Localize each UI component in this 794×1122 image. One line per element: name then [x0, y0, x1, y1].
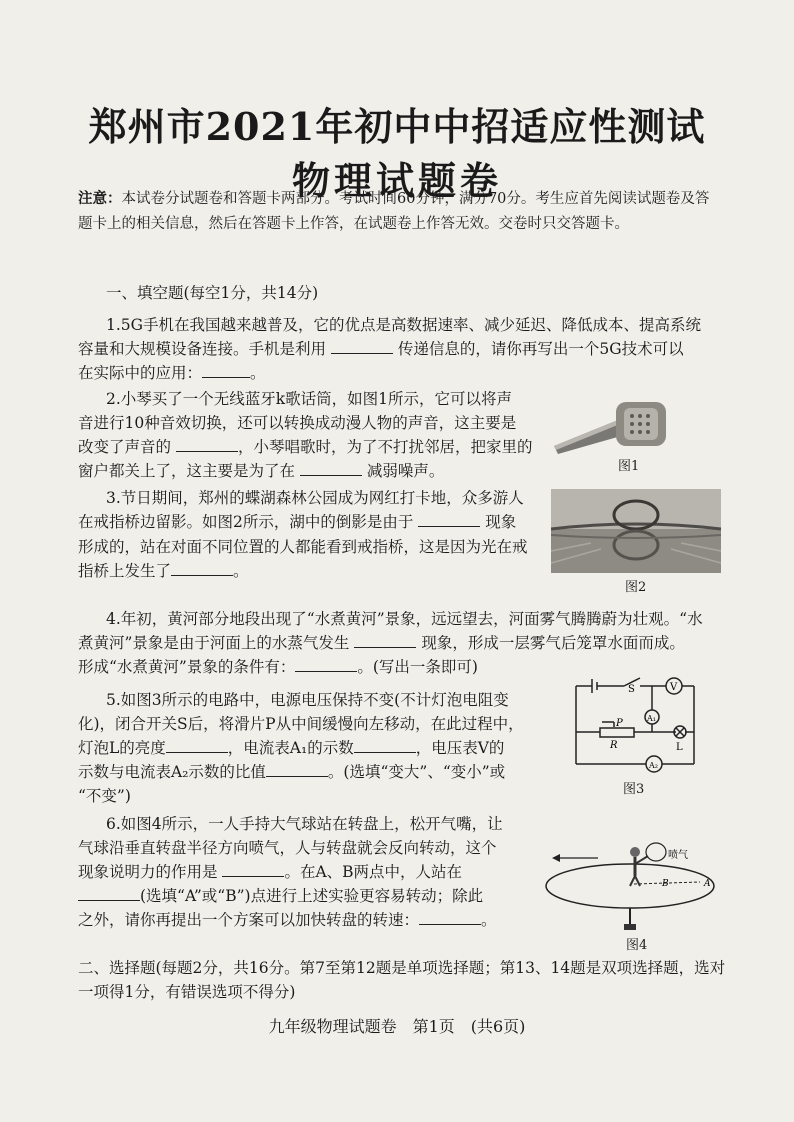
- q2-blank-1: [176, 437, 238, 452]
- q3-line3: 形成的，站在对面不同位置的人都能看到戒指桥，这是因为光在戒: [78, 538, 528, 556]
- label-r: R: [610, 740, 618, 751]
- q1-blank-1: [331, 339, 393, 354]
- q6-text-c: (选填“A”或“B”)点进行上述实验更容易转动；除此: [140, 887, 484, 905]
- q5-line4: [78, 760, 505, 784]
- q6-blank-1: [222, 862, 284, 877]
- q6-line3: [78, 860, 462, 884]
- q5-blank-3: [266, 762, 328, 777]
- section-1-heading: 一、填空题(每空1分，共14分): [106, 284, 319, 302]
- page-footer: 九年级物理试题卷 第1页 (共6页): [268, 1017, 526, 1036]
- label-l: L: [676, 742, 683, 753]
- label-spray: 喷气: [668, 850, 688, 861]
- q4-text-d: 。(写出一条即可): [357, 658, 478, 676]
- q6-line1: 6.如图4所示，一人手持大气球站在转盘上，松开气嘴，让: [106, 815, 503, 833]
- figure-3-circuit: [566, 676, 706, 776]
- q6-text-a: 现象说明力的作用是: [78, 863, 218, 881]
- q3-text-b: 现象: [485, 513, 517, 531]
- q6-text-b: 。在A、B两点中，人站在: [284, 863, 463, 881]
- q5-text-a: 灯泡L的亮度: [78, 739, 166, 757]
- q1-text-d: 。: [250, 364, 266, 382]
- q3-line2: [78, 510, 516, 534]
- q5-line5: “不变”): [78, 787, 131, 805]
- q1-text-b: 传递信息的，请你再写出一个5G技术可以: [397, 340, 684, 358]
- q4-text-a: 煮黄河”景象是由于河面上的水蒸气发生: [78, 634, 350, 652]
- label-s: S: [628, 684, 635, 695]
- label-v: V: [670, 682, 678, 693]
- section-2-heading: 二、选择题(每题2分，共16分。第7至第12题是单项选择题；第13、14题是双项选择题，选对一项得1分，有错误选项不得分): [78, 959, 726, 1001]
- q2-line4: [78, 459, 444, 483]
- q2-blank-2: [300, 461, 362, 476]
- q5-text-b: ，电流表A₁的示数: [227, 739, 354, 757]
- q1-line2: [78, 337, 684, 361]
- q1-line1: 1.5G手机在我国越来越普及，它的优点是高数据速率、减少延迟、降低成本、提高系统: [106, 316, 702, 334]
- label-p: P: [616, 718, 623, 729]
- q4-text-b: 现象，形成一层雾气后笼罩水面而成。: [421, 634, 685, 652]
- q1-blank-2: [202, 363, 250, 378]
- q6-blank-2: [78, 886, 140, 901]
- q2-line3: [78, 435, 532, 459]
- notice-text: 本试卷分试题卷和答题卡两部分。考试时间60分钟，满分70分。考生应首先阅读试题卷及答题卡上的相关信息，然后在答题卡上作答，在试题卷上作答无效。交卷时只交答题卡。: [78, 191, 710, 232]
- q4-line1: 4.年初，黄河部分地段出现了“水煮黄河”景象，远远望去，河面雾气腾腾蔚为壮观。“水: [106, 610, 703, 628]
- q2-text-b: ，小琴唱歌时，为了不打扰邻居，把家里的: [237, 438, 533, 456]
- q3-text-d: 。: [233, 562, 249, 580]
- q5-blank-2: [354, 738, 416, 753]
- q3-line4: [78, 559, 249, 583]
- q1-line3: [78, 361, 266, 385]
- label-a: A: [704, 879, 711, 889]
- notice: [78, 186, 720, 237]
- q2-text-a: 改变了声音的: [78, 438, 172, 456]
- q6-line2: 气球沿垂直转盘半径方向喷气，人与转盘就会反向转动，这个: [78, 839, 497, 857]
- q4-line2: [78, 631, 685, 655]
- figure-1-microphone: [548, 394, 708, 454]
- q6-line4: [78, 884, 483, 908]
- q6-line5: [78, 908, 497, 932]
- exam-subtitle: 物理试题卷: [291, 158, 502, 203]
- q2-line1: 2.小琴买了一个无线蓝牙k歌话筒，如图1所示，它可以将声: [106, 390, 513, 408]
- label-a1: A₁: [647, 714, 656, 723]
- q6-text-d: 之外，请你再提出一个方案可以加快转盘的转速：: [78, 911, 420, 929]
- q1-text-a: 容量和大规模设备连接。手机是利用: [78, 340, 327, 358]
- q5-line1: 5.如图3所示的电路中，电源电压保持不变(不计灯泡电阻变: [106, 691, 509, 709]
- q5-text-e: 。(选填“变大”、“变小”或: [327, 763, 506, 781]
- q4-blank-1: [354, 633, 416, 648]
- q6-blank-3: [419, 910, 481, 925]
- q3-text-c: 指桥上发生了: [78, 562, 172, 580]
- q3-blank-2: [171, 561, 233, 576]
- q5-text-d: 示数与电流表A₂示数的比值: [78, 763, 266, 781]
- q5-text-c: ，电压表V的: [415, 739, 505, 757]
- exam-title: 郑州市2021年初中中招适应性测试: [88, 104, 706, 149]
- figure-4-caption: 图4: [626, 938, 648, 953]
- q4-line3: [78, 655, 478, 679]
- q5-blank-1: [166, 738, 228, 753]
- figure-2-ring-bridge: [551, 489, 721, 573]
- q2-line2: 音进行10种音效切换，还可以转换成动漫人物的声音，这主要是: [78, 414, 517, 432]
- figure-3-caption: 图3: [623, 782, 645, 797]
- figure-1-caption: 图1: [618, 459, 640, 474]
- q2-text-c: 窗户都关上了，这主要是为了在: [78, 462, 296, 480]
- q1-text-c: 在实际中的应用：: [78, 364, 203, 382]
- q5-line3: [78, 736, 504, 760]
- figure-4-turntable: [540, 842, 720, 934]
- figure-2-caption: 图2: [625, 580, 647, 595]
- q3-blank-1: [418, 512, 480, 527]
- label-b: B: [662, 879, 669, 889]
- q2-text-d: 减弱噪声。: [366, 462, 445, 480]
- label-a2: A₂: [649, 761, 658, 770]
- q6-text-e: 。: [481, 911, 497, 929]
- q4-text-c: 形成“水煮黄河”景象的条件有：: [78, 658, 296, 676]
- notice-label: 注意：: [78, 190, 122, 207]
- q4-blank-2: [295, 657, 357, 672]
- q3-line1: 3.节日期间，郑州的蝶湖森林公园成为网红打卡地，众多游人: [106, 489, 524, 507]
- q5-line2: 化)，闭合开关S后，将滑片P从中间缓慢向左移动，在此过程中，: [78, 715, 524, 733]
- q3-text-a: 在戒指桥边留影。如图2所示，湖中的倒影是由于: [78, 513, 414, 531]
